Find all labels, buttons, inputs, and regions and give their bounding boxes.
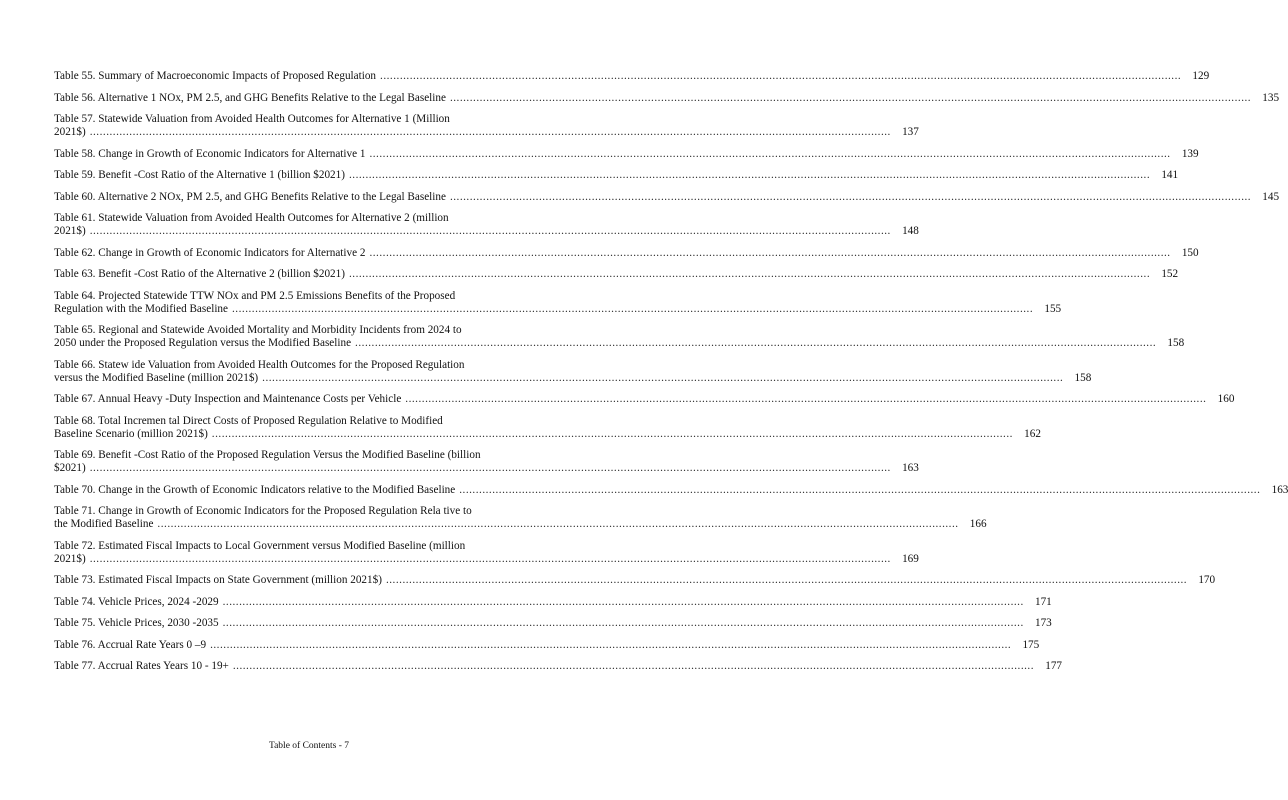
toc-entry-title: Table 73. Estimated Fiscal Impacts on State Government (million 2021$) (54, 574, 382, 586)
toc-entry-title: Baseline Scenario (million 2021$) (54, 427, 208, 440)
toc-entry-title: Table 74. Vehicle Prices, 2024 -2029 (54, 595, 219, 608)
toc-entry[interactable] (54, 505, 987, 531)
dot-leader (90, 553, 891, 566)
toc-entry-title: Table 76. Accrual Rate Years 0 –9 (54, 638, 207, 651)
dot-leader (210, 639, 1011, 652)
toc-entry-title: $2021) (54, 462, 86, 474)
toc-entry[interactable] (54, 324, 1185, 350)
toc-entry-title: Table 63. Benefit -Cost Ratio of the Alternative 2 (billion $2021) (54, 268, 345, 280)
toc-entry[interactable] (54, 617, 1052, 630)
toc-page-number: 163 (902, 462, 919, 474)
toc-entry[interactable] (54, 358, 1092, 385)
dot-leader (232, 303, 1033, 316)
toc-entry-title-line1: Table 68. Total Incremen tal Direct Costs of Proposed Regulation Relative to Modified (54, 414, 443, 427)
toc-entry[interactable] (54, 660, 1062, 673)
toc-entry[interactable] (54, 268, 1179, 281)
toc-entry[interactable] (54, 147, 1199, 161)
toc-page-number: 150 (1181, 246, 1199, 259)
toc-page-number: 170 (1198, 574, 1216, 586)
toc-entry-title-line1: Table 61. Statewide Valuation from Avoided Health Outcomes for Alternative 2 (million (54, 212, 449, 224)
dot-leader (223, 617, 1024, 630)
dot-leader (386, 574, 1187, 587)
dot-leader (212, 428, 1013, 441)
page-footer: Table of Contents - 7 (268, 741, 350, 751)
toc-page-number: 158 (1074, 371, 1092, 384)
dot-leader (450, 191, 1251, 204)
toc-entry-title: 2021$) (54, 126, 86, 138)
toc-entry[interactable] (54, 638, 1040, 652)
toc-entry-title: versus the Modified Baseline (million 2021$) (54, 371, 259, 384)
dot-leader (90, 462, 891, 475)
dot-leader (90, 225, 891, 238)
toc-page-number: 135 (1262, 91, 1280, 104)
dot-leader (450, 92, 1251, 105)
toc-page-number: 141 (1161, 169, 1179, 181)
toc-entry-title: 2021$) (54, 225, 86, 237)
dot-leader (349, 169, 1150, 182)
toc-page-number: 145 (1262, 190, 1280, 203)
toc-page-number: 171 (1034, 595, 1052, 608)
toc-entry-title-line1: Table 57. Statewide Valuation from Avoided Health Outcomes for Alternative 1 (Million (54, 113, 450, 125)
dot-leader (262, 372, 1063, 385)
toc-entry-title: Table 59. Benefit -Cost Ratio of the Alternative 1 (billion $2021) (54, 169, 345, 181)
dot-leader (355, 337, 1156, 350)
toc-entry[interactable] (54, 483, 1288, 497)
toc-entry[interactable] (54, 393, 1235, 406)
toc-page-number: 173 (1034, 617, 1052, 629)
toc-entry[interactable] (54, 574, 1216, 587)
table-of-contents (54, 70, 1288, 682)
dot-leader (90, 126, 891, 139)
toc-entry-title-line1: Table 64. Projected Statewide TTW NOx and PM 2.5 Emissions Benefits of the Proposed (54, 289, 456, 302)
toc-entry-title-line1: Table 71. Change in Growth of Economic Indicators for the Proposed Regulation Rela tive to (54, 505, 472, 517)
dot-leader (459, 484, 1260, 497)
toc-entry-title: Table 75. Vehicle Prices, 2030 -2035 (54, 617, 219, 629)
toc-entry-title: 2050 under the Proposed Regulation versus the Modified Baseline (54, 337, 352, 349)
toc-entry[interactable] (54, 113, 919, 139)
toc-page-number: 175 (1022, 638, 1040, 651)
toc-page-number: 166 (969, 518, 987, 530)
toc-entry-title-line1: Table 66. Statew ide Valuation from Avoided Health Outcomes for the Proposed Regulation (54, 358, 465, 371)
toc-entry[interactable] (54, 449, 919, 475)
toc-page-number: 139 (1181, 147, 1199, 160)
toc-entry-title: Table 67. Annual Heavy -Duty Inspection and Maintenance Costs per Vehicle (54, 393, 402, 405)
dot-leader (369, 148, 1170, 161)
toc-page-number: 158 (1167, 337, 1185, 349)
toc-entry-title: Table 70. Change in the Growth of Economic Indicators relative to the Modified Baseline (54, 483, 456, 496)
toc-entry[interactable] (54, 212, 919, 238)
toc-entry[interactable] (54, 539, 919, 566)
toc-page-number: 148 (902, 225, 919, 237)
toc-entry-title: Regulation with the Modified Baseline (54, 302, 228, 315)
toc-entry[interactable] (54, 595, 1052, 609)
toc-page-number: 169 (902, 552, 919, 565)
toc-entry-title: Table 77. Accrual Rates Years 10 - 19+ (54, 660, 229, 672)
toc-entry-title: Table 62. Change in Growth of Economic Indicators for Alternative 2 (54, 246, 366, 259)
dot-leader (349, 268, 1150, 281)
dot-leader (157, 518, 958, 531)
toc-page-number: 137 (902, 126, 919, 138)
toc-page-number: 129 (1192, 70, 1210, 82)
toc-entry-title: Table 56. Alternative 1 NOx, PM 2.5, and GHG Benefits Relative to the Legal Baseline (54, 91, 446, 104)
toc-page-number: 152 (1161, 268, 1179, 280)
toc-entry[interactable] (54, 289, 1062, 316)
toc-entry-title: Table 55. Summary of Macroeconomic Impacts of Proposed Regulation (54, 70, 377, 82)
dot-leader (233, 660, 1034, 673)
toc-entry-title: the Modified Baseline (54, 518, 154, 530)
toc-entry[interactable] (54, 70, 1210, 83)
toc-entry[interactable] (54, 190, 1280, 204)
toc-entry[interactable] (54, 91, 1280, 105)
toc-entry-title: Table 58. Change in Growth of Economic Indicators for Alternative 1 (54, 147, 366, 160)
dot-leader (380, 70, 1181, 83)
toc-entry-title-line1: Table 72. Estimated Fiscal Impacts to Local Government versus Modified Baseline (million (54, 539, 466, 552)
toc-entry[interactable] (54, 414, 1041, 441)
toc-page-number: 162 (1024, 427, 1041, 440)
toc-entry-title: Table 60. Alternative 2 NOx, PM 2.5, and GHG Benefits Relative to the Legal Baseline (54, 190, 446, 203)
toc-entry[interactable] (54, 246, 1199, 260)
dot-leader (223, 596, 1024, 609)
dot-leader (369, 247, 1170, 260)
toc-entry-title-line1: Table 69. Benefit -Cost Ratio of the Proposed Regulation Versus the Modified Baseline (billion (54, 449, 481, 461)
dot-leader (405, 393, 1206, 406)
toc-page-number: 177 (1045, 660, 1062, 672)
toc-page-number: 163 (1271, 483, 1288, 496)
toc-entry-title-line1: Table 65. Regional and Statewide Avoided Mortality and Morbidity Incidents from 2024 to (54, 324, 462, 336)
toc-entry[interactable] (54, 169, 1179, 182)
toc-page-number: 160 (1217, 393, 1235, 405)
toc-page-number: 155 (1044, 302, 1062, 315)
toc-entry-title: 2021$) (54, 552, 86, 565)
